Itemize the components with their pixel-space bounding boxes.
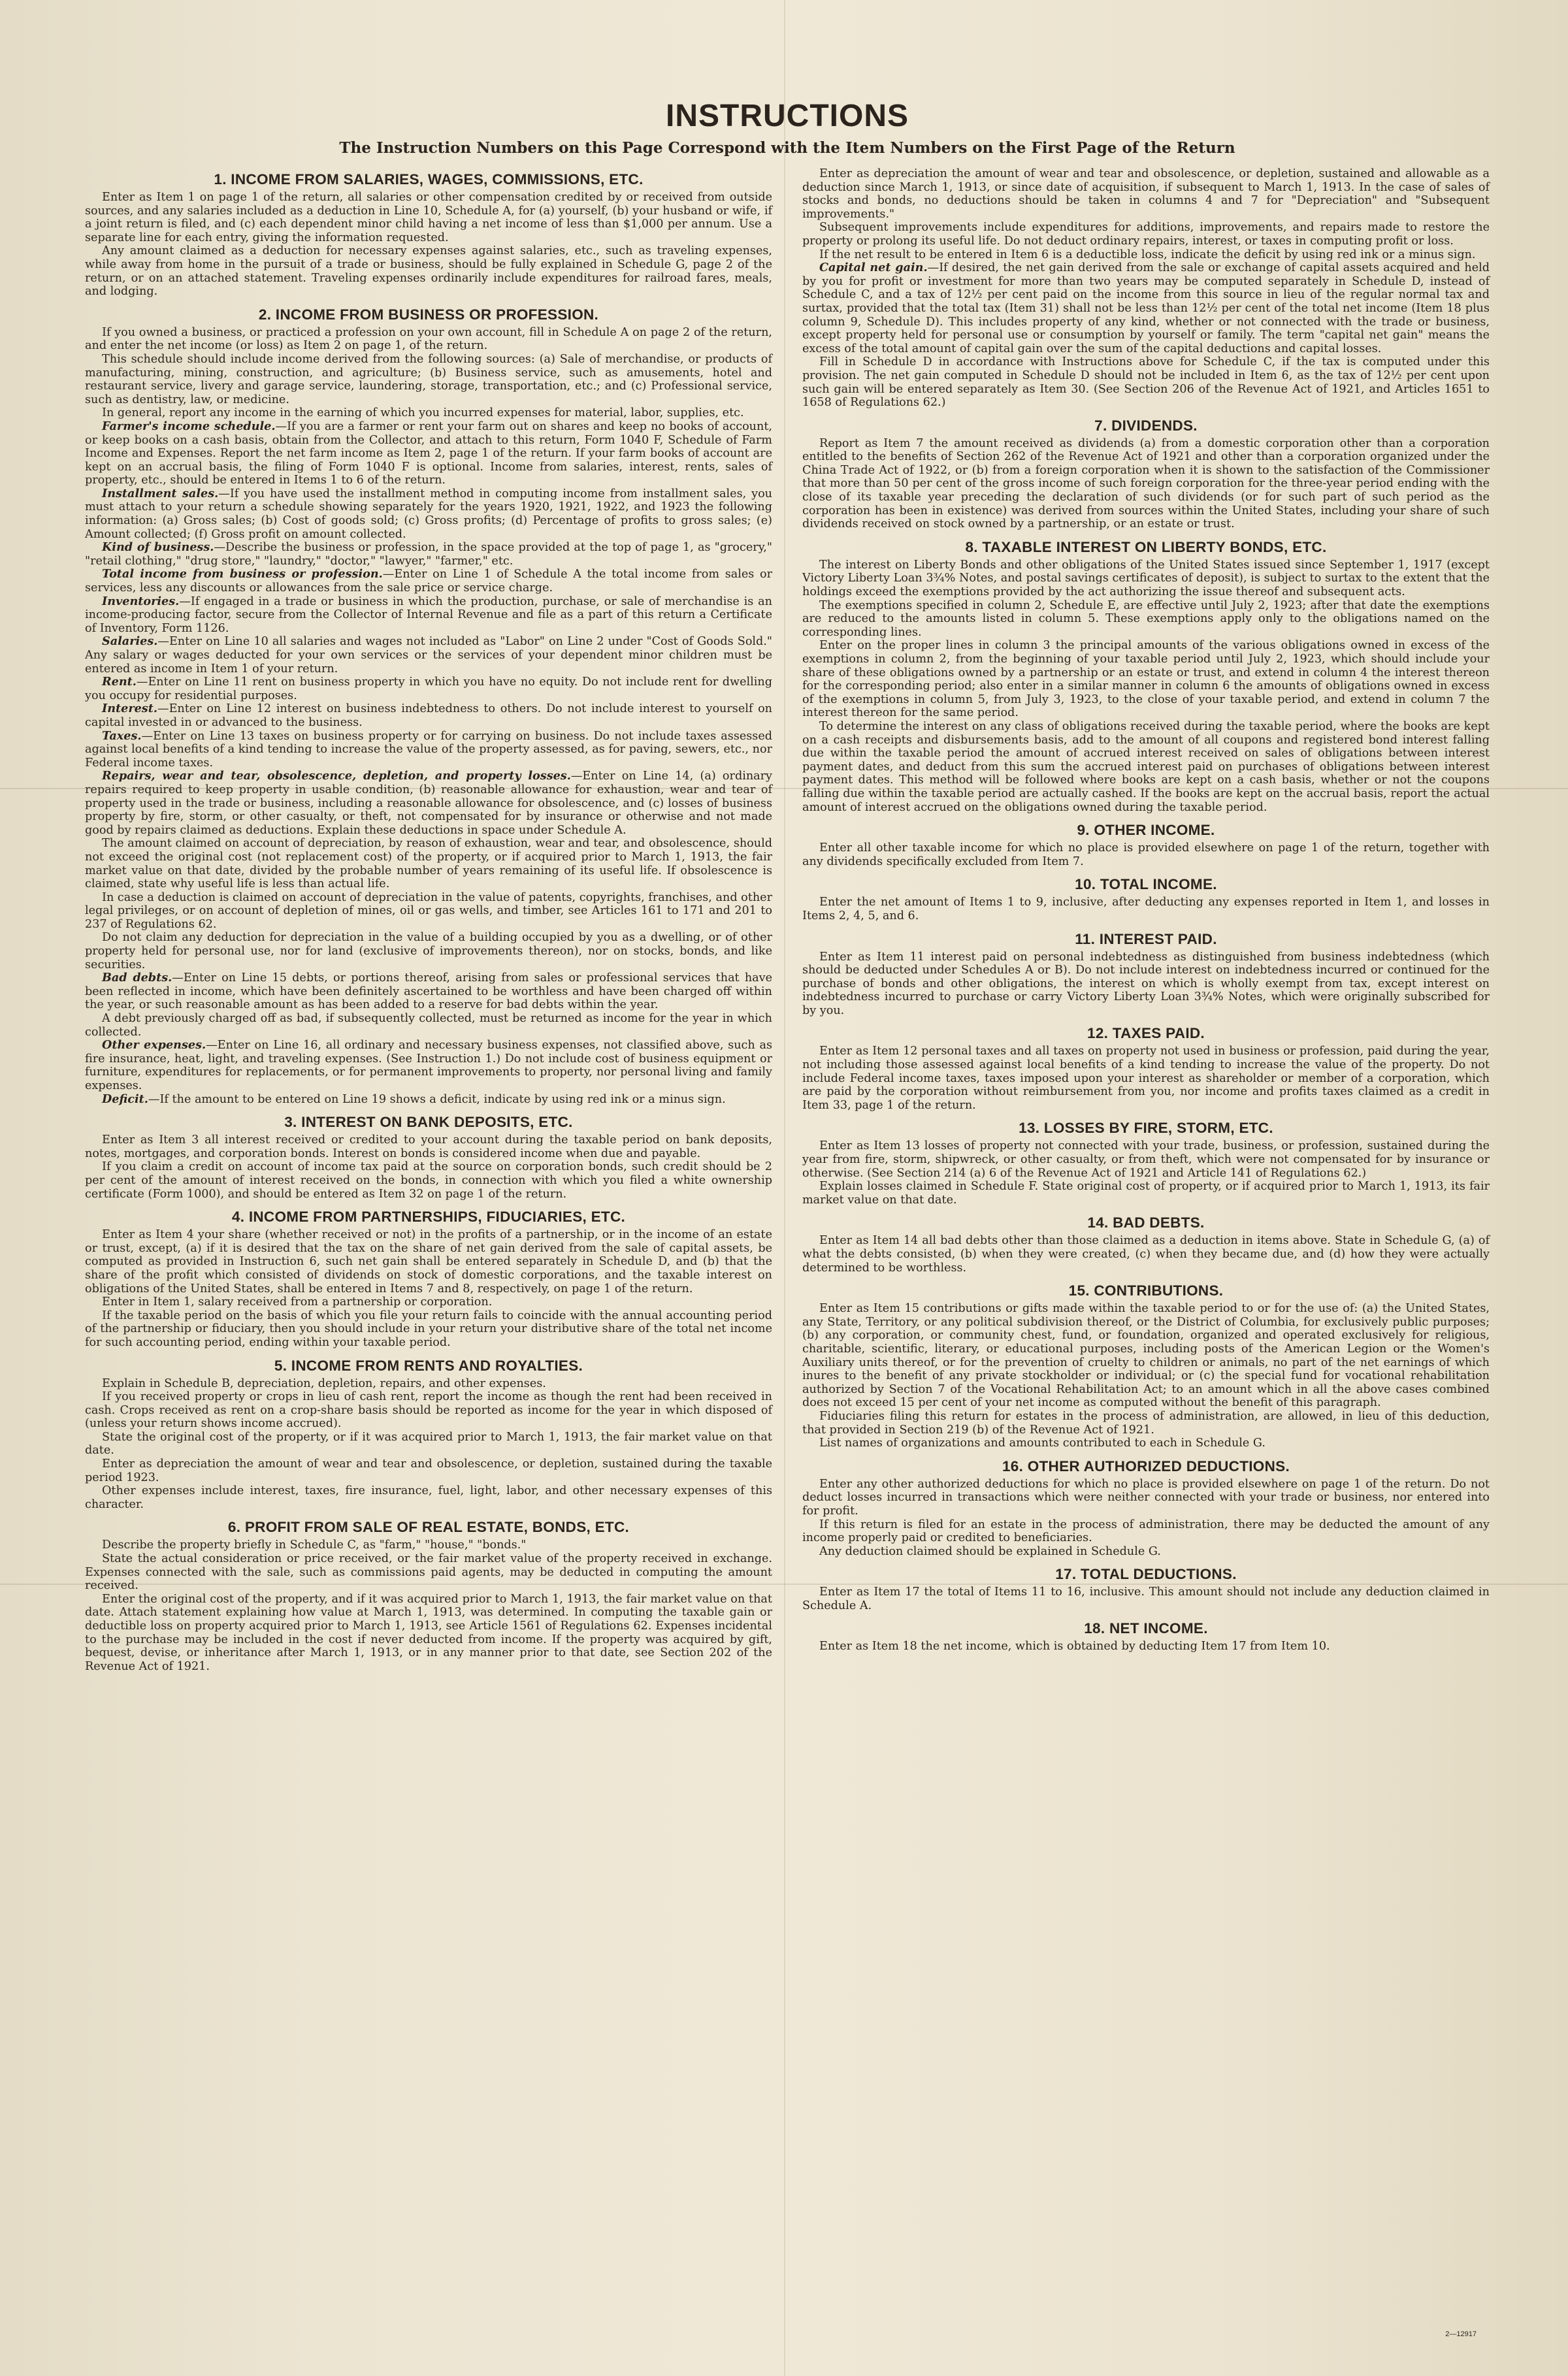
paragraph-text: Enter on the proper lines in column 3 the principal amounts of the various obligations owned in excess of the exemptions in column 2, from the beginning of your taxable period until July 2, 1923, which should include your share of these obligations owned by a partnership or an estate or trust, and extend in column 4 the interest thereon for the corresponding period; also enter in a similar manner in column 6 the amounts of obligations owned in excess of the exemptions in column 5, from July 3, 1923, to the close of your taxable period, and extend in column 7 the interest thereon for the same period.	[802, 639, 1490, 720]
paragraph-text: If the taxable period on the basis of which you file your return fails to coincide with the annual accounting period of the partnership or fiduciary, then you should include in your return your distributive share of the total net income for such accounting period, ending within your taxable period.	[85, 1309, 772, 1349]
section-paragraph	[85, 730, 772, 770]
instruction-section-6-profit-from-sale-of-real-estate-bonds-etc	[85, 1519, 772, 1673]
section-paragraph	[85, 1377, 772, 1391]
paragraph-text: Subsequent improvements include expenditures for additions, improvements, and repairs made to restore the property or prolong its useful life. Do not deduct ordinary repairs, interest, or taxes in computing profit or loss.	[802, 221, 1490, 248]
section-paragraph	[802, 841, 1490, 868]
paragraph-text: This schedule should include income derived from the following sources: (a) Sale of merchandise, or products of manufacturing, mining, construction, and agriculture; (b) Business service, such as amusements, hotel and restaurant service, livery and garage service, laundering, storage, transportation, etc.; and (c) Professional service, such as dentistry, law, or medicine.	[85, 352, 772, 406]
paragraph-text: Enter as depreciation the amount of wear and tear and obsolescence, or depletion, sustained during the taxable period 1923.	[85, 1457, 772, 1484]
section-paragraph	[85, 1552, 772, 1593]
form-number: 2—12917	[1445, 2330, 1477, 2338]
section-heading: 16. OTHER AUTHORIZED DEDUCTIONS.	[1002, 1457, 1290, 1474]
paragraph-text: —Describe the business or profession, in the space provided at the top of page 1, as "grocery," "retail clothing," "drug store," "laundry," "doctor," "lawyer," "farmer," etc.	[85, 541, 772, 568]
paragraph-text: —If the amount to be entered on Line 19 shows a deficit, indicate by using red ink or a minus sign.	[148, 1092, 726, 1106]
paragraph-text: —Enter on Line 16, all ordinary and necessary business expenses, not classified above, such as fire insurance, heat, light, and traveling expenses. (See Instruction 1.) Do not include cost of business equipment or furniture, expenditures for replacements, or for permanent improvements to property, nor personal living and family expenses.	[85, 1039, 772, 1092]
section-paragraph	[802, 1234, 1490, 1275]
section-paragraph	[85, 1390, 772, 1431]
paragraph-lead: Interest.	[102, 702, 157, 716]
paragraph-lead: Installment sales.	[102, 486, 219, 500]
paragraph-text: Enter as Item 4 your share (whether received or not) in the profits of a partnership, or in the income of an estate or trust, except, (a) if it is desired that the tax on the share of net gain derived from the sale of capital assets, be computed as provided in Instruction 6, such net gain shall be entered separately in Schedule D, and (b) that the share of the profit which consisted of dividends on stock of domestic corporations, and the taxable interest on obligations of the United States, shall be entered in Items 7 and 8, respectively, on page 1 of the return.	[85, 1228, 772, 1295]
right-column	[802, 167, 1490, 1681]
section-heading: 10. TOTAL INCOME.	[1075, 876, 1217, 893]
section-paragraph	[85, 1295, 772, 1309]
section-heading: 5. INCOME FROM RENTS AND ROYALTIES.	[274, 1357, 583, 1374]
section-heading: 15. CONTRIBUTIONS.	[1068, 1282, 1224, 1299]
section-paragraph	[85, 487, 772, 541]
paragraph-lead: Other expenses.	[102, 1038, 206, 1052]
paragraph-text: The amount claimed on account of depreciation, by reason of exhaustion, wear and tear, and obsolescence, should not exceed the original cost (not replacement cost) of the property, or if acquired prior to March 1, 1913, the fair market value on that date, divided by the probable number of years remaining of its useful life. If obsolescence is claimed, state why useful life is less than actual life.	[85, 837, 772, 891]
instruction-section-14-bad-debts	[802, 1214, 1490, 1275]
paragraph-text: Fill in Schedule D in accordance with Instructions above for Schedule C, if the tax is computed under this provision. The net gain computed in Schedule D should not be included in Item 6, as the tax of 12½ per cent upon such gain will be entered separately as Item 30. (See Section 206 of the Revenue Act of 1921, and Articles 1651 to 1658 of Regulations 62.)	[802, 355, 1490, 410]
section-paragraph	[802, 1302, 1490, 1410]
paragraph-text: Enter in Item 1, salary received from a partnership or corporation.	[102, 1295, 493, 1309]
paragraph-text: Enter as Item 18 the net income, which is obtained by deducting Item 17 from Item 10.	[819, 1640, 1330, 1653]
paragraph-text: A debt previously charged off as bad, if subsequently collected, must be returned as income for the year in which collected.	[85, 1012, 772, 1039]
section-paragraph	[802, 1437, 1490, 1450]
paragraph-text: To determine the interest on any class of obligations received during the taxable period, where the books are kept on a cash receipts and disbursements basis, add to the amount of all coupons and registered bond interest falling due within the taxable period the amount of accrued interest received on sales of obligations between interest payment dates, and deduct from this sum the accrued interest paid on purchases of obligations between interest payment dates. This method will be followed where books are kept on a cash basis, whether or not the coupons falling due within the taxable period are actually cashed. If the books are kept on the accrual basis, report the actual amount of interest accrued on the obligations owned during the taxable period.	[802, 719, 1490, 814]
paragraph-text: Fiduciaries filing this return for estates in the process of administration, are allowed, in lieu of this deduction, that provided in Section 219 (b) of the Revenue Act of 1921.	[802, 1409, 1490, 1437]
section-paragraph	[802, 559, 1490, 599]
section-heading: 13. LOSSES BY FIRE, STORM, ETC.	[1019, 1120, 1273, 1137]
section-paragraph	[802, 437, 1490, 531]
paragraph-text: Enter as Item 3 all interest received or credited to your account during the taxable period on bank deposits, notes, mortgages, and corporation bonds. Interest on bonds is considered income when due and payable.	[85, 1133, 772, 1160]
paragraph-text: If you received property or crops in lieu of cash rent, report the income as though the rent had been received in cash. Crops received as rent on a crop-share basis should be reported as income for the year in which disposed of (unless your return shows income accrued).	[85, 1390, 772, 1431]
paragraph-text: —If engaged in a trade or business in which the production, purchase, or sale of merchandise is an income-producing factor, secure from the Collector of Internal Revenue and file as a part of this return a Certificate of Inventory, Form 1126.	[85, 594, 772, 635]
section-heading: 3. INTEREST ON BANK DEPOSITS, ETC.	[284, 1114, 573, 1131]
instruction-section-3-interest-on-bank-deposits-etc	[85, 1114, 772, 1201]
section-paragraph	[85, 837, 772, 890]
instruction-section-16-other-authorized-deductions	[802, 1458, 1490, 1559]
instruction-section-18-net-income	[802, 1620, 1490, 1653]
section-paragraph	[85, 971, 772, 1012]
instruction-section-continued	[802, 167, 1490, 410]
section-paragraph	[802, 1139, 1490, 1180]
section-paragraph	[85, 1431, 772, 1457]
paragraph-text: Enter as Item 13 losses of property not connected with your trade, business, or profession, sustained during the year from fire, storm, shipwreck, or other casualty, or from theft, which were not compensated for by insurance or otherwise. (See Section 214 (a) 6 of the Revenue Act of 1921 and Article 141 of Regulations 62.)	[802, 1139, 1490, 1180]
paragraph-text: Describe the property briefly in Schedule C, as "farm," "house," "bonds."	[102, 1538, 527, 1552]
section-paragraph	[802, 720, 1490, 814]
paragraph-text: Enter as Item 12 personal taxes and all taxes on property not used in business or profession, paid during the year, not including those assessed against local benefits of a kind tending to increase the value of the property. Do not include Federal income taxes, taxes imposed upon your interest as shareholder or member of a corporation, which are paid by the corporation without reimbursement from you, nor income and profits taxes claimed as a credit in Item 33, page 1 of the return.	[802, 1045, 1490, 1112]
section-heading: 4. INCOME FROM PARTNERSHIPS, FIDUCIARIES, ETC.	[231, 1209, 626, 1226]
section-paragraph	[85, 595, 772, 636]
paragraph-lead: Deficit.	[102, 1092, 148, 1106]
instruction-section-17-total-deductions	[802, 1566, 1490, 1612]
section-paragraph	[802, 261, 1490, 355]
paragraph-text: The exemptions specified in column 2, Schedule E, are effective until July 2, 1923; after that date the exemptions are reduced to the amounts listed in column 5. These exemptions apply only to the obligations named on the corresponding lines.	[802, 598, 1490, 639]
section-heading: 7. DIVIDENDS.	[1094, 417, 1198, 434]
section-paragraph	[85, 1538, 772, 1552]
paragraph-text: Enter as Item 11 interest paid on personal indebtedness as distinguished from business indebtedness (which should be deducted under Schedules A or B). Do not include interest on indebtedness incurred or continued for the purchase of bonds and other obligations, the interest on which is wholly exempt from tax, except interest on indebtedness incurred to purchase or carry Victory Liberty Loan 3¾% Notes, which were originally subscribed for by you.	[802, 950, 1490, 1017]
section-paragraph	[802, 1045, 1490, 1112]
section-paragraph	[85, 1039, 772, 1092]
section-heading: 12. TAXES PAID.	[1087, 1025, 1205, 1042]
section-paragraph	[85, 568, 772, 594]
section-paragraph	[802, 1180, 1490, 1207]
left-column	[85, 167, 772, 1681]
section-paragraph	[85, 635, 772, 675]
paragraph-text: —If desired, the net gain derived from the sale or exchange of capital assets acquired and held by you for profit or investment for more than two years may be computed separately in Schedule D, instead of Schedule C, and a tax of 12½ per cent paid on the income from this source in lieu of the regular normal tax and surtax, provided that the total tax (Item 31) shall not be less than 12½ per cent of the total net income (Item 18 plus column 9, Schedule D). This includes property of any kind, whether or not connected with the trade or business, except property held for personal use or consumption by yourself or family. The term "capital net gain" means the excess of the total amount of capital gain over the sum of the capital deductions and capital losses.	[802, 261, 1490, 355]
paragraph-text: Any amount claimed as a deduction for necessary expenses against salaries, etc., such as traveling expenses, while away from home in the pursuit of a trade or business, should be fully explained in Schedule G, page 2 of the return, or on an attached statement. Traveling expenses ordinarily include expenditures for railroad fares, meals, and lodging.	[85, 244, 772, 299]
paper-fold-line	[784, 0, 785, 2376]
instruction-section-7-dividends	[802, 417, 1490, 531]
paragraph-text: Enter the original cost of the property, and if it was acquired prior to March 1, 1913, the fair market value on that date. Attach statement explaining how value at March 1, 1913, was determined. In computing the taxable gain or deductible loss on property acquired prior to March 1, 1913, see Article 1561 of Regulations 62. Expenses incidental to the purchase may be included in the cost if never deducted from income. If the property was acquired by gift, bequest, devise, or inheritance after March 1, 1913, or in any manner prior to that date, see Section 202 of the Revenue Act of 1921.	[85, 1592, 772, 1673]
section-paragraph	[85, 1093, 772, 1107]
section-paragraph	[85, 770, 772, 837]
section-paragraph	[802, 1518, 1490, 1545]
paragraph-text: —Enter on Line 14, (a) ordinary repairs required to keep property in usable condition, (b) reasonable allowance for exhaustion, wear and tear of property used in the trade or business, including a reasonable allowance for obsolescence, and (c) losses of business property by fire, storm, or other casualty, or theft, not compensated for by insurance or otherwise and not made good by repairs claimed as deductions. Explain these deductions in space under Schedule A.	[85, 770, 772, 837]
section-heading: 2. INCOME FROM BUSINESS OR PROFESSION.	[258, 306, 599, 323]
section-paragraph	[85, 191, 772, 244]
paragraph-text: Any deduction claimed should be explained in Schedule G.	[819, 1544, 1161, 1558]
paragraph-text: In case a deduction is claimed on account of depreciation in the value of patents, copyrights, franchises, and other legal privileges, or on account of depletion of mines, oil or gas wells, and timber, see Articles 161 to 171 and 201 to 237 of Regulations 62.	[85, 890, 772, 931]
section-paragraph	[85, 1593, 772, 1674]
section-paragraph	[802, 1586, 1490, 1612]
paragraph-lead: Bad debts.	[102, 971, 172, 985]
paragraph-lead: Capital net gain.	[819, 261, 928, 275]
instruction-section-10-total-income	[802, 876, 1490, 922]
instruction-section-2-income-from-business-or-profession	[85, 306, 772, 1106]
paragraph-text: Enter as Item 15 contributions or gifts made within the taxable period to or for the use of: (a) the United States, any State, Territory, or any political subdivision thereof, or the District of Columbia, for exclusively public purposes; (b) any corporation, or community chest, fund, or foundation, organized and operated exclusively for religious, charitable, scientific, literary, or educational purposes, including posts of the American Legion or the Women's Auxiliary units thereof, or for the prevention of cruelty to children or animals, no part of the net earnings of which inures to the benefit of any private stockholder or individual; or (c) the special fund for vocational rehabilitation authorized by Section 7 of the Vocational Rehabilitation Act; to an amount which in all the above cases combined does not exceed 15 per cent of your net income as computed without the benefit of this paragraph.	[802, 1302, 1490, 1410]
paragraph-text: —If you have used the installment method in computing income from installment sales, you must attach to your return a schedule showing separately for the years 1920, 1921, 1922, and 1923 the following information: (a) Gross sales; (b) Cost of goods sold; (c) Gross profits; (d) Percentage of profits to gross sales; (e) Amount collected; (f) Gross profit on amount collected.	[85, 487, 772, 541]
instruction-section-11-interest-paid	[802, 931, 1490, 1018]
instruction-section-9-other-income	[802, 822, 1490, 868]
instruction-section-1-income-from-salaries-wages-commissions-etc	[85, 171, 772, 299]
section-paragraph	[802, 248, 1490, 262]
paragraph-text: If you owned a business, or practiced a profession on your own account, fill in Schedule A on page 2 of the return, and enter the net income (or loss) as Item 2 on page 1, of the return.	[85, 325, 772, 353]
section-paragraph	[802, 1640, 1490, 1653]
instruction-section-8-taxable-interest-on-liberty-bonds-etc	[802, 539, 1490, 814]
paragraph-text: List names of organizations and amounts contributed to each in Schedule G.	[819, 1437, 1266, 1450]
instruction-columns	[85, 167, 1490, 1681]
paragraph-lead: Farmer's income schedule.	[102, 419, 276, 433]
paragraph-lead: Rent.	[102, 675, 137, 689]
section-paragraph	[802, 1410, 1490, 1437]
instruction-section-15-contributions	[802, 1282, 1490, 1450]
paragraph-text: —Enter on Line 12 interest on business indebtedness to others. Do not include interest to yourself on capital invested in or advanced to the business.	[85, 702, 772, 729]
section-paragraph	[802, 1478, 1490, 1518]
paragraph-lead: Taxes.	[102, 728, 142, 743]
paragraph-text: State the original cost of the property, or if it was acquired prior to March 1, 1913, the fair market value on that date.	[85, 1430, 772, 1457]
section-paragraph	[85, 1160, 772, 1201]
section-paragraph	[85, 1309, 772, 1350]
paragraph-text: Enter as depreciation the amount of wear and tear and obsolescence, or depletion, sustained and allowable as a deduction since March 1, 1913, or since date of acquisition, if subsequent to March 1, 1913. In the case of sales of stocks and bonds, no deductions should be taken in columns 4 and 7 for "Depreciation" and "Subsequent improvements."	[802, 167, 1490, 221]
section-heading: 11. INTEREST PAID.	[1075, 930, 1217, 947]
section-heading: 1. INCOME FROM SALARIES, WAGES, COMMISSIONS, ETC.	[214, 171, 644, 187]
paragraph-text: Enter as Item 14 all bad debts other than those claimed as a deduction in items above. State in Schedule G, (a) of what the debts consisted, (b) when they were created, (c) when they became due, and (d) how they were actually determined to be worthless.	[802, 1234, 1490, 1275]
paragraph-text: Other expenses include interest, taxes, fire insurance, fuel, light, labor, and other necessary expenses of this character.	[85, 1484, 772, 1511]
paragraph-lead: Salaries.	[102, 634, 158, 649]
paragraph-text: Enter the net amount of Items 1 to 9, inclusive, after deducting any expenses reported in Item 1, and losses in Items 2, 4, 5, and 6.	[802, 896, 1490, 922]
section-paragraph	[85, 244, 772, 298]
paragraph-text: Enter as Item 1 on page 1 of the return, all salaries or other compensation credited by or received from outside sources, and any salaries included as a deduction in Line 10, Schedule A, for (a) yourself, (b) your husband or wife, if a joint return is filed, and (c) each dependent minor child having a net income of less than $1,000 per annum. Use a separate line for each entry, giving the information requested.	[85, 191, 772, 244]
section-paragraph	[85, 420, 772, 487]
section-paragraph	[802, 1545, 1490, 1559]
instruction-section-5-income-from-rents-and-royalties	[85, 1358, 772, 1512]
paragraph-lead: Repairs, wear and tear, obsolescence, depletion, and property losses.	[102, 769, 571, 783]
paragraph-text: —Enter on Line 13 taxes on business property or for carrying on business. Do not include taxes assessed against local benefits of a kind tending to increase the value of the property assessed, as for paving, sewers, etc., nor Federal income taxes.	[85, 729, 772, 770]
instruction-section-12-taxes-paid	[802, 1025, 1490, 1112]
section-paragraph	[85, 891, 772, 932]
section-paragraph	[85, 1484, 772, 1511]
paragraph-text: —If you are a farmer or rent your farm out on shares and keep no books of account, or keep books on a cash basis, obtain from the Collector, and attach to this return, Form 1040 F, Schedule of Farm Income and Expenses. Report the net farm income as Item 2, page 1 of the return. If your farm books of account are kept on an accrual basis, the filing of Form 1040 F is optional. Income from salaries, interest, rents, sales of property, etc., should be entered in Items 1 to 6 of the return.	[85, 419, 772, 487]
section-heading: 6. PROFIT FROM SALE OF REAL ESTATE, BONDS, ETC.	[227, 1519, 630, 1536]
section-paragraph	[85, 326, 772, 353]
section-paragraph	[802, 167, 1490, 221]
section-paragraph	[85, 675, 772, 702]
section-heading: 17. TOTAL DEDUCTIONS.	[1055, 1566, 1237, 1583]
section-paragraph	[802, 221, 1490, 248]
paragraph-lead: Total income from business or profession.	[102, 567, 383, 581]
page-subtitle: The Instruction Numbers on this Page Correspond with the Item Numbers on the First Page of the Return	[339, 139, 1235, 157]
section-paragraph	[802, 599, 1490, 640]
paragraph-text: —Enter on Line 10 all salaries and wages not included as "Labor" on Line 2 under "Cost of Goods Sold." Any salary or wages deducted for your own services or the services of your dependent minor children must be entered as income in Item 1 of your return.	[85, 635, 772, 675]
section-paragraph	[85, 702, 772, 729]
paragraph-text: Explain in Schedule B, depreciation, depletion, repairs, and other expenses.	[102, 1376, 546, 1390]
section-paragraph	[85, 1228, 772, 1295]
section-heading: 18. NET INCOME.	[1084, 1620, 1208, 1637]
paragraph-text: Do not claim any deduction for depreciation in the value of a building occupied by you as a dwelling, or of other property held for personal use, nor for land (exclusive of improvements thereon), nor on stocks, bonds, and like securities.	[85, 931, 772, 971]
paragraph-lead: Kind of business.	[102, 540, 214, 555]
section-paragraph	[85, 1012, 772, 1039]
paragraph-text: Enter any other authorized deductions for which no place is provided elsewhere on page 1 of the return. Do not deduct losses incurred in transactions which were neither connected with your trade or business, nor entered into for profit.	[802, 1477, 1490, 1518]
paragraph-text: —Enter on Line 15 debts, or portions thereof, arising from sales or professional services that have been reflected in income, which have been definitely ascertained to be worthless and have been charged off within the year, or such reasonable amount as has been added to a reserve for bad debts within the year.	[85, 971, 773, 1012]
paragraph-text: In general, report any income in the earning of which you incurred expenses for material, labor, supplies, etc.	[102, 406, 744, 420]
section-paragraph	[802, 951, 1490, 1018]
instruction-section-4-income-from-partnerships-fiduciaries-etc	[85, 1209, 772, 1349]
section-paragraph	[85, 541, 772, 568]
instruction-section-13-losses-by-fire-storm-etc	[802, 1120, 1490, 1207]
section-paragraph	[85, 1457, 772, 1484]
section-paragraph	[85, 406, 772, 420]
section-paragraph	[85, 1133, 772, 1160]
section-heading: 14. BAD DEBTS.	[1087, 1214, 1205, 1231]
paragraph-text: State the actual consideration or price received, or the fair market value of the property received in exchange. Expenses connected with the sale, such as commissions paid agents, may be deducted in computing the amount received.	[85, 1552, 772, 1593]
paragraph-text: —Enter on Line 1 of Schedule A the total income from sales or services, less any discounts or allowances from the sale price or service charge.	[85, 568, 772, 595]
section-paragraph	[802, 355, 1490, 409]
section-heading: 8. TAXABLE INTEREST ON LIBERTY BONDS, ETC.	[965, 538, 1327, 555]
paragraph-lead: Inventories.	[102, 594, 180, 608]
section-paragraph	[85, 353, 772, 406]
paragraph-text: Explain losses claimed in Schedule F. State original cost of property, or if acquired prior to March 1, 1913, its fair market value on that date.	[802, 1180, 1490, 1207]
paragraph-text: If the net result to be entered in Item 6 is a deductible loss, indicate the deficit by using red ink or a minus sign.	[819, 248, 1476, 261]
page-title: INSTRUCTIONS	[666, 99, 909, 133]
paragraph-text: The interest on Liberty Bonds and other obligations of the United States issued since September 1, 1917 (except Victory Liberty Loan 3¾% Notes, and postal savings certificates of deposit), is subject to surtax to the extent that the holdings exceed the exemptions provided by the act authorizing the issue thereof and subsequent acts.	[802, 558, 1490, 599]
section-paragraph	[85, 931, 772, 971]
paragraph-text: If you claim a credit on account of income tax paid at the source on corporation bonds, such credit should be 2 per cent of the amount of interest received on the bonds, in connection with which you filed a white ownership certificate (Form 1000), and should be entered as Item 32 on page 1 of the return.	[85, 1160, 772, 1201]
section-heading: 9. OTHER INCOME.	[1077, 822, 1215, 839]
paragraph-text: —Enter on Line 11 rent on business property in which you have no equity. Do not include rent for dwelling you occupy for residential purposes.	[85, 675, 772, 702]
paragraph-text: Report as Item 7 the amount received as dividends (a) from a domestic corporation other than a corporation entitled to the benefits of Section 262 of the Revenue Act of 1921 and other than a corporation organized under the China Trade Act of 1922, or (b) from a foreign corporation when it is shown to the satisfaction of the Commissioner that more than 50 per cent of the gross income of such foreign corporation for the three-year period ending with the close of its taxable year preceding the declaration of such dividends (or for such part of such period as the corporation has been in existence) was derived from sources within the United States, including your share of such dividends received on stock owned by a partnership, or an estate or trust.	[802, 436, 1490, 531]
paragraph-text: If this return is filed for an estate in the process of administration, there may be deducted the amount of any income properly paid or credited to beneficiaries.	[802, 1518, 1490, 1545]
paragraph-text: Enter all other taxable income for which no place is provided elsewhere on page 1 of the return, together with any dividends specifically excluded from Item 7.	[802, 841, 1490, 868]
paragraph-text: Enter as Item 17 the total of Items 11 to 16, inclusive. This amount should not include any deduction claimed in Schedule A.	[802, 1586, 1490, 1612]
section-paragraph	[802, 639, 1490, 720]
section-paragraph	[802, 896, 1490, 922]
